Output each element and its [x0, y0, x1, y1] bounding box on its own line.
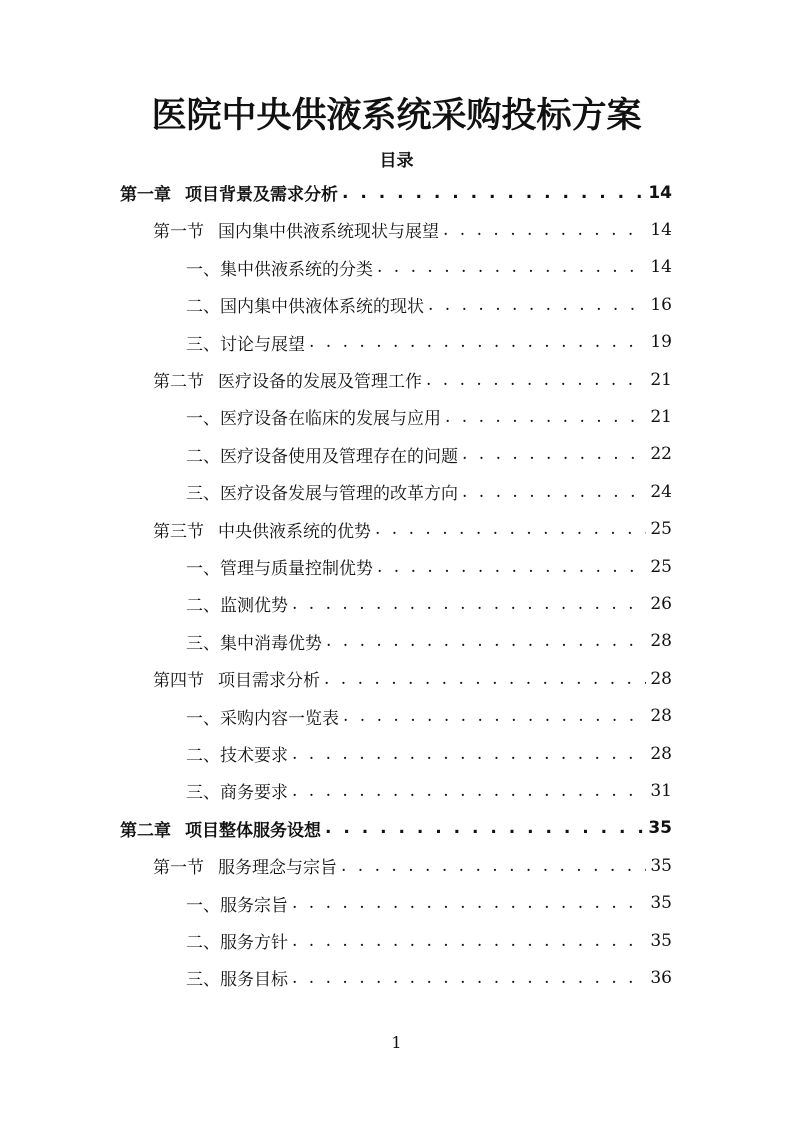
toc-entry-label — [153, 666, 320, 691]
toc-entry-text: 管理与质量控制优势 — [220, 559, 373, 579]
toc-entry-number: 三、 — [186, 334, 220, 355]
toc-entry-page: 28 — [650, 631, 672, 652]
toc-entry-number: 一、 — [186, 708, 220, 729]
toc-entry-number: 第二节 — [153, 372, 204, 392]
toc-entry-number: 三、 — [186, 970, 220, 991]
toc-entry-page: 31 — [650, 780, 672, 801]
toc-entry-label — [186, 554, 373, 579]
toc-entry-page: 25 — [650, 556, 672, 577]
dot-leader — [341, 856, 646, 876]
dot-leader — [324, 669, 646, 689]
toc-entry-number: 二、 — [186, 446, 220, 467]
toc-chapter-entry[interactable] — [120, 174, 672, 211]
toc-entry-number: 第一节 — [153, 222, 204, 243]
toc-subsection-entry[interactable] — [186, 324, 672, 361]
toc-entry-page: 14 — [650, 219, 672, 240]
dot-leader — [292, 594, 646, 614]
toc-entry-label — [186, 479, 458, 504]
toc-entry-page: 35 — [648, 818, 672, 839]
toc-chapter-entry[interactable] — [120, 810, 672, 847]
dot-leader — [325, 818, 644, 838]
toc-entry-text: 中央供液系统的优势 — [218, 521, 371, 542]
toc-entry-page: 21 — [650, 369, 672, 390]
dot-leader — [292, 744, 646, 764]
toc-entry-number: 第四节 — [153, 671, 204, 692]
dot-leader — [426, 370, 646, 390]
toc-entry-page: 24 — [650, 481, 672, 502]
toc-entry-number: 一、 — [186, 559, 220, 579]
dot-leader — [428, 295, 646, 315]
toc-entry-text: 监测优势 — [220, 596, 288, 617]
toc-section-entry[interactable] — [153, 660, 672, 697]
toc-entry-page: 21 — [650, 406, 672, 427]
toc-entry-label — [186, 442, 458, 467]
toc-entry-number: 三、 — [186, 783, 220, 804]
toc-subsection-entry[interactable] — [186, 548, 672, 585]
toc-subsection-entry[interactable] — [186, 772, 672, 809]
dot-leader — [292, 893, 646, 913]
toc-entry-page: 28 — [650, 706, 672, 727]
toc-entry-number: 第三节 — [153, 521, 204, 542]
toc-entry-text: 医疗设备的发展及管理工作 — [218, 372, 422, 392]
toc-entry-page: 26 — [650, 593, 672, 614]
toc-entry-label — [186, 255, 373, 280]
toc-entry-number: 三、 — [186, 484, 220, 505]
dot-leader — [462, 482, 646, 502]
toc-subsection-entry[interactable] — [186, 922, 672, 959]
toc-entry-text: 服务目标 — [220, 970, 288, 991]
toc-entry-text: 国内集中供液体系统的现状 — [220, 297, 424, 318]
toc-subsection-entry[interactable] — [186, 959, 672, 996]
dot-leader — [343, 706, 646, 726]
toc-entry-label — [186, 404, 441, 429]
dot-leader — [462, 444, 646, 464]
toc-entry-number: 一、 — [186, 259, 220, 280]
dot-leader — [326, 631, 646, 651]
toc-section-entry[interactable] — [153, 511, 672, 548]
toc-entry-number: 一、 — [186, 895, 220, 916]
toc-heading: 目录 — [379, 151, 414, 171]
toc-subsection-entry[interactable] — [186, 286, 672, 323]
toc-entry-page: 16 — [650, 294, 672, 315]
toc-entry-label — [186, 891, 288, 916]
toc-entry-page: 19 — [650, 332, 672, 353]
toc-subsection-entry[interactable] — [186, 885, 672, 922]
toc-entry-number: 第二章 — [120, 820, 171, 841]
toc-entry-label — [186, 330, 305, 355]
toc-subsection-entry[interactable] — [186, 585, 672, 622]
toc-section-entry[interactable] — [153, 211, 672, 248]
toc-entry-text: 商务要求 — [220, 783, 288, 804]
dot-leader — [292, 968, 646, 988]
toc-entry-page: 25 — [650, 519, 672, 540]
toc-entry-page: 14 — [648, 182, 672, 203]
toc-entry-label — [153, 853, 337, 878]
toc-entry-page: 28 — [650, 743, 672, 764]
toc-section-entry[interactable] — [153, 847, 672, 884]
toc-entry-page: 35 — [650, 855, 672, 876]
toc-subsection-entry[interactable] — [186, 698, 672, 735]
toc-entry-number: 二、 — [186, 297, 220, 318]
dot-leader — [342, 183, 644, 203]
dot-leader — [445, 407, 646, 427]
toc-entry-page: 28 — [650, 668, 672, 689]
toc-entry-text: 服务方针 — [220, 933, 288, 953]
toc-entry-text: 讨论与展望 — [220, 334, 305, 355]
toc-entry-label — [153, 367, 422, 392]
toc-entry-text: 项目背景及需求分析 — [185, 185, 338, 205]
dot-leader — [292, 931, 646, 951]
toc-entry-label — [186, 591, 288, 616]
toc-entry-text: 国内集中供液系统现状与展望 — [218, 222, 439, 243]
toc-entry-text: 项目需求分析 — [218, 671, 320, 692]
dot-leader — [292, 781, 646, 801]
toc-entry-page: 22 — [650, 444, 672, 465]
toc-entry-number: 二、 — [186, 933, 220, 953]
toc-entry-page: 35 — [650, 893, 672, 914]
toc-entry-label — [120, 816, 321, 841]
toc-entry-number: 二、 — [186, 746, 220, 766]
toc-entry-text: 项目整体服务设想 — [185, 820, 321, 841]
toc-entry-number: 三、 — [186, 633, 220, 654]
dot-leader — [443, 220, 646, 240]
toc-entry-page: 35 — [650, 930, 672, 951]
toc-entry-text: 服务宗旨 — [220, 895, 288, 916]
toc-entry-label — [186, 741, 288, 766]
toc-entry-text: 采购内容一览表 — [220, 708, 339, 729]
dot-leader — [309, 332, 646, 352]
toc-entry-number: 二、 — [186, 596, 220, 617]
toc-entry-text: 医疗设备使用及管理存在的问题 — [220, 446, 458, 467]
dot-leader — [375, 519, 646, 539]
toc-subsection-entry[interactable] — [186, 623, 672, 660]
toc-entry-text: 医疗设备发展与管理的改革方向 — [220, 484, 458, 505]
toc-entry-page: 36 — [650, 967, 672, 988]
toc-subsection-entry[interactable] — [186, 436, 672, 473]
toc-entry-label — [186, 778, 288, 803]
toc-entry-text: 集中消毒优势 — [220, 633, 322, 654]
dot-leader — [377, 557, 646, 577]
toc-entry-label — [186, 629, 322, 654]
toc-entry-number: 第一节 — [153, 858, 204, 879]
toc-section-entry[interactable] — [153, 361, 672, 398]
toc-entry-label — [120, 180, 338, 205]
toc-subsection-entry[interactable] — [186, 735, 672, 772]
toc-entry-page: 14 — [650, 257, 672, 278]
toc-entry-label — [153, 217, 439, 242]
toc-entry-label — [186, 928, 288, 953]
dot-leader — [377, 257, 646, 277]
toc-entry-text: 服务理念与宗旨 — [218, 858, 337, 879]
toc-subsection-entry[interactable] — [186, 249, 672, 286]
toc-entry-label — [153, 517, 371, 542]
toc-entry-label — [186, 292, 424, 317]
toc-subsection-entry[interactable] — [186, 398, 672, 435]
toc-entry-number: 第一章 — [120, 185, 171, 205]
document-title: 医院中央供液系统采购投标方案 — [151, 96, 642, 136]
toc-entry-text: 技术要求 — [220, 746, 288, 766]
toc-entry-label — [186, 704, 339, 729]
toc-entry-label — [186, 965, 288, 990]
toc-entry-number: 一、 — [186, 409, 220, 430]
toc-subsection-entry[interactable] — [186, 473, 672, 510]
toc-entry-text: 集中供液系统的分类 — [220, 259, 373, 280]
page-number: 1 — [391, 1033, 402, 1052]
toc-entry-text: 医疗设备在临床的发展与应用 — [220, 409, 441, 430]
